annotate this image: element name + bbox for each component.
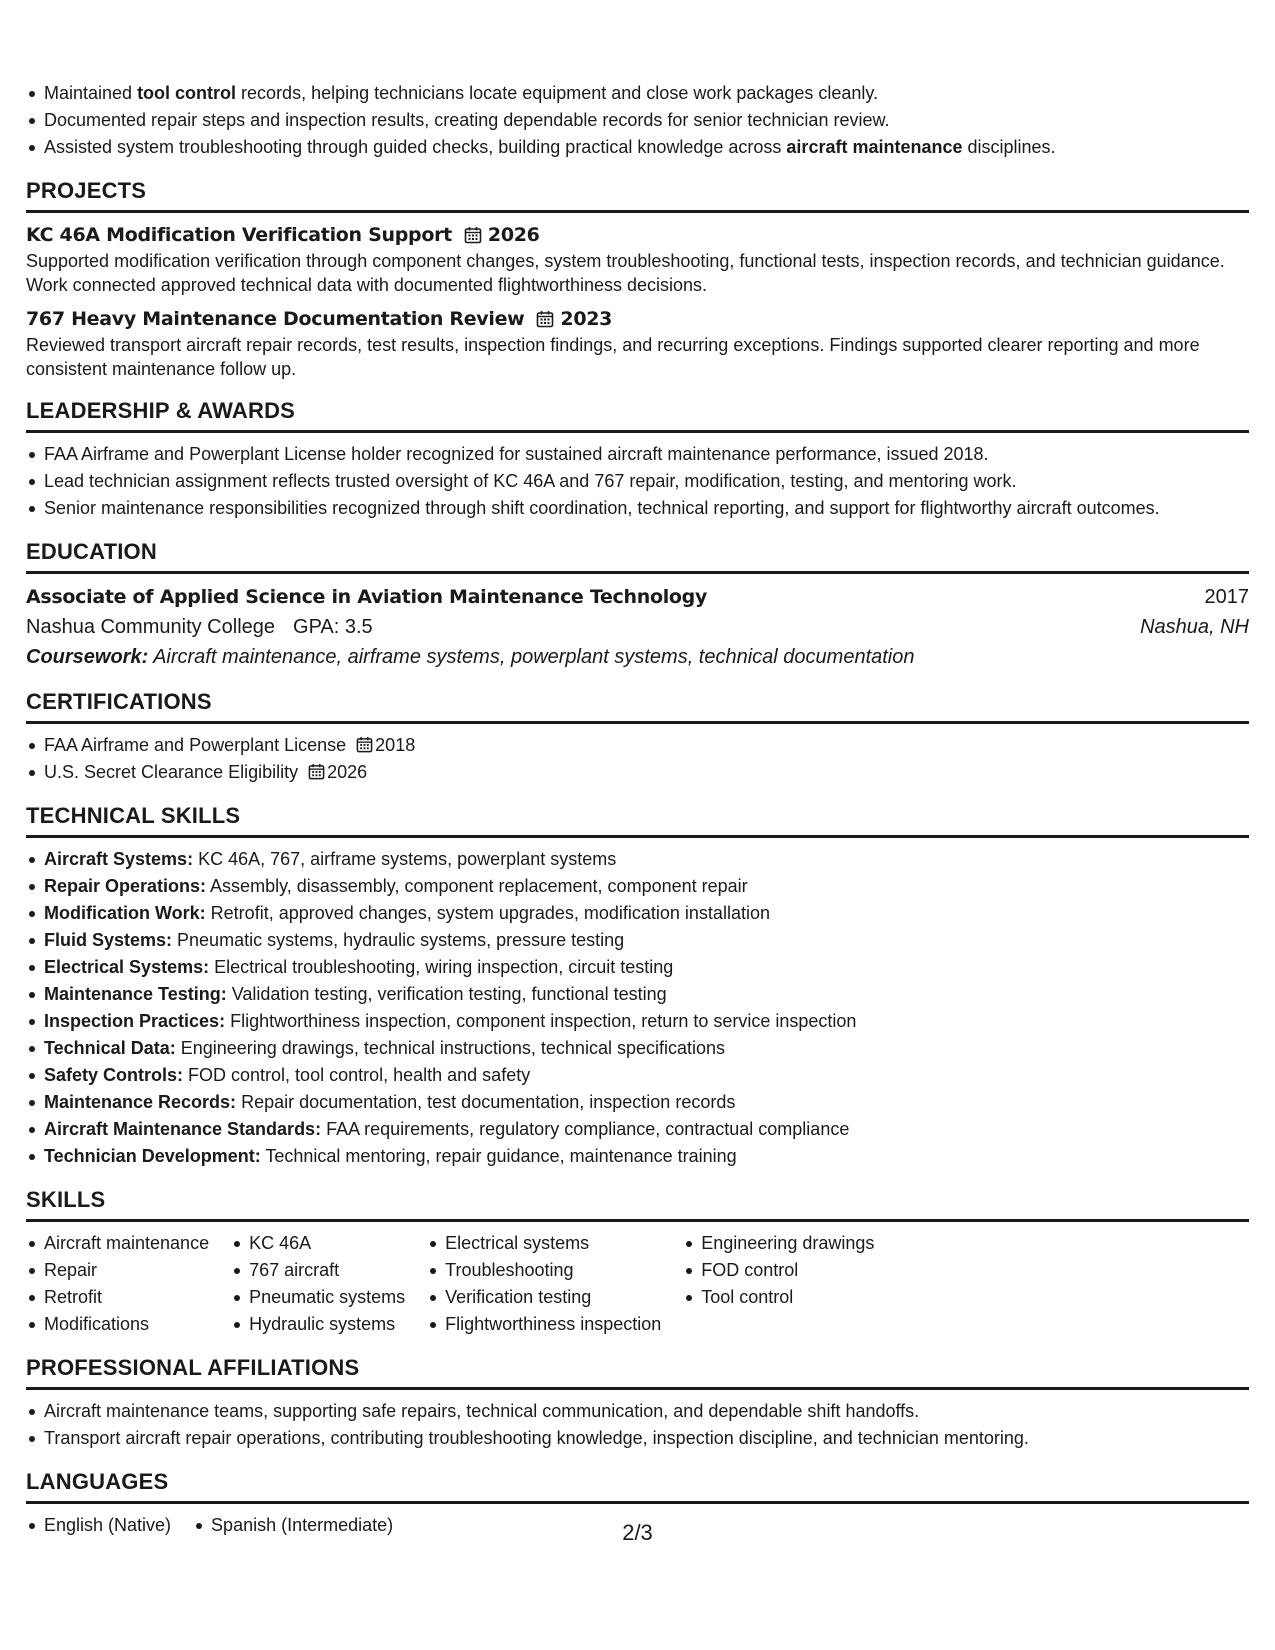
skills-column xyxy=(683,1230,874,1338)
skill-values: Assembly, disassembly, component replacement, component repair xyxy=(206,876,748,896)
coursework-text: Aircraft maintenance, airframe systems, powerplant systems, technical documentation xyxy=(148,646,915,668)
skill-item: Flightworthiness inspection xyxy=(427,1311,661,1338)
skill-item: 767 aircraft xyxy=(231,1257,405,1284)
project-title-row xyxy=(26,305,1249,333)
certification-name: FAA Airframe and Powerplant License xyxy=(44,735,347,755)
list-item: Lead technician assignment reflects trusted oversight of KC 46A and 767 repair, modification, testing, and mentoring work. xyxy=(26,468,1249,495)
list-item: Aircraft maintenance teams, supporting safe repairs, technical communication, and dependable shift handoffs. xyxy=(26,1398,1249,1425)
skill-values: Flightworthiness inspection, component inspection, return to service inspection xyxy=(225,1011,857,1031)
technical-skills-heading: TECHNICAL SKILLS xyxy=(26,803,1249,838)
leadership-heading: LEADERSHIP & AWARDS xyxy=(26,398,1249,433)
calendar-icon xyxy=(536,310,554,328)
skills-column xyxy=(427,1230,661,1338)
bullet-text: Maintained xyxy=(44,83,138,103)
skill-values: KC 46A, 767, airframe systems, powerplant systems xyxy=(193,849,617,869)
bullet-text: disciplines. xyxy=(962,137,1056,157)
experience-bullet xyxy=(26,80,1249,107)
skill-category: Modification Work: xyxy=(44,903,206,923)
skill-category: Technician Development: xyxy=(44,1146,261,1166)
skill-values: Retrofit, approved changes, system upgrades, modification installation xyxy=(205,903,770,923)
list-item: Transport aircraft repair operations, contributing troubleshooting knowledge, inspection discipline, and technician mentoring. xyxy=(26,1425,1249,1452)
skill-item: Hydraulic systems xyxy=(231,1311,405,1338)
skills-heading: SKILLS xyxy=(26,1187,1249,1222)
skill-category: Repair Operations: xyxy=(44,876,207,896)
language-item: Spanish (Intermediate) xyxy=(193,1512,393,1539)
certification-year: 2018 xyxy=(375,735,416,755)
technical-skill-item xyxy=(26,1035,1249,1062)
technical-skill-item xyxy=(26,1062,1249,1089)
degree-title: Associate of Applied Science in Aviation Maintenance Technology xyxy=(26,586,708,608)
project-item xyxy=(26,221,1249,297)
skill-item: Verification testing xyxy=(427,1284,661,1311)
skill-values: Repair documentation, test documentation, inspection records xyxy=(236,1092,736,1112)
project-year: 2023 xyxy=(560,308,613,330)
affiliations-list xyxy=(26,1398,1249,1452)
project-title-row xyxy=(26,221,1249,249)
skills-grid xyxy=(26,1230,1249,1338)
projects-heading: PROJECTS xyxy=(26,178,1249,213)
skill-item: Troubleshooting xyxy=(427,1257,661,1284)
bullet-text: records, helping technicians locate equipment and close work packages cleanly. xyxy=(236,83,879,103)
education-degree-row xyxy=(26,582,1249,612)
skill-values: Electrical troubleshooting, wiring inspection, circuit testing xyxy=(209,957,674,977)
skill-category: Safety Controls: xyxy=(44,1065,184,1085)
skills-column xyxy=(231,1230,405,1338)
skill-category: Fluid Systems: xyxy=(44,930,173,950)
skill-category: Inspection Practices: xyxy=(44,1011,226,1031)
skills-column xyxy=(26,1230,209,1338)
project-description: Reviewed transport aircraft repair records, test results, inspection findings, and recurring exceptions. Findings supported clearer reporting and more consistent maintenance follow up. xyxy=(26,335,1200,379)
skill-item: Modifications xyxy=(26,1311,209,1338)
education-school-row xyxy=(26,612,1249,642)
skill-values: FOD control, tool control, health and safety xyxy=(183,1065,531,1085)
technical-skill-item xyxy=(26,900,1249,927)
technical-skill-item xyxy=(26,1116,1249,1143)
technical-skill-item xyxy=(26,981,1249,1008)
education-heading: EDUCATION xyxy=(26,539,1249,574)
skill-item: KC 46A xyxy=(231,1230,405,1257)
project-title: KC 46A Modification Verification Support xyxy=(26,224,452,246)
skill-values: Engineering drawings, technical instructions, technical specifications xyxy=(175,1038,726,1058)
skill-values: Validation testing, verification testing, functional testing xyxy=(226,984,667,1004)
bullet-text: Documented repair steps and inspection results, creating dependable records for senior technician review. xyxy=(44,110,890,130)
gpa: GPA: 3.5 xyxy=(293,616,373,638)
technical-skill-item xyxy=(26,927,1249,954)
skill-category: Technical Data: xyxy=(44,1038,176,1058)
skill-values: FAA requirements, regulatory compliance, contractual compliance xyxy=(321,1119,850,1139)
calendar-icon xyxy=(464,226,482,244)
resume-page xyxy=(26,80,1249,1539)
technical-skill-item xyxy=(26,1008,1249,1035)
skill-values: Pneumatic systems, hydraulic systems, pressure testing xyxy=(172,930,625,950)
school-location: Nashua, NH xyxy=(1140,616,1249,638)
skill-item: Electrical systems xyxy=(427,1230,661,1257)
skill-values: Technical mentoring, repair guidance, maintenance training xyxy=(260,1146,737,1166)
technical-skills-list xyxy=(26,846,1249,1170)
technical-skill-item xyxy=(26,1143,1249,1170)
certification-item xyxy=(26,732,1249,759)
certification-name: U.S. Secret Clearance Eligibility xyxy=(44,762,299,782)
technical-skill-item xyxy=(26,1089,1249,1116)
graduation-year: 2017 xyxy=(1204,586,1249,608)
skill-category: Aircraft Systems: xyxy=(44,849,194,869)
experience-bullet xyxy=(26,134,1249,161)
experience-bullet xyxy=(26,107,1249,134)
skill-item: Retrofit xyxy=(26,1284,209,1311)
certification-year: 2026 xyxy=(327,762,368,782)
bullet-emphasis: tool control xyxy=(137,83,237,103)
skill-item: Aircraft maintenance xyxy=(26,1230,209,1257)
skill-item: Engineering drawings xyxy=(683,1230,874,1257)
skill-category: Maintenance Records: xyxy=(44,1092,237,1112)
skill-category: Electrical Systems: xyxy=(44,957,210,977)
certification-item xyxy=(26,759,1249,786)
skill-item: Pneumatic systems xyxy=(231,1284,405,1311)
project-title: 767 Heavy Maintenance Documentation Review xyxy=(26,308,525,330)
certifications-heading: CERTIFICATIONS xyxy=(26,689,1249,724)
skill-category: Aircraft Maintenance Standards: xyxy=(44,1119,322,1139)
school-name: Nashua Community College xyxy=(26,616,276,638)
technical-skill-item xyxy=(26,846,1249,873)
language-item: English (Native) xyxy=(26,1512,171,1539)
page-number: 2/3 xyxy=(622,1520,653,1545)
bullet-emphasis: aircraft maintenance xyxy=(786,137,963,157)
list-item: Senior maintenance responsibilities recognized through shift coordination, technical reporting, and support for flightworthy aircraft outcomes. xyxy=(26,495,1249,522)
project-description: Supported modification verification through component changes, system troubleshooting, functional tests, inspection records, and technician guidance. Work connected approved technical data with documented flightworthiness decisions. xyxy=(26,251,1225,295)
coursework xyxy=(26,642,1249,672)
bullet-text: Assisted system troubleshooting through guided checks, building practical knowledge across xyxy=(44,137,787,157)
project-year: 2026 xyxy=(487,224,540,246)
affiliations-heading: PROFESSIONAL AFFILIATIONS xyxy=(26,1355,1249,1390)
languages-heading: LANGUAGES xyxy=(26,1469,1249,1504)
experience-bullets xyxy=(26,80,1249,161)
calendar-icon xyxy=(308,763,325,780)
certifications-list xyxy=(26,732,1249,786)
calendar-icon xyxy=(356,736,373,753)
skill-item: Tool control xyxy=(683,1284,874,1311)
school-info xyxy=(26,612,373,642)
leadership-list xyxy=(26,441,1249,522)
skill-item: FOD control xyxy=(683,1257,874,1284)
skill-category: Maintenance Testing: xyxy=(44,984,227,1004)
project-item xyxy=(26,305,1249,381)
coursework-label: Coursework: xyxy=(26,646,149,668)
list-item: FAA Airframe and Powerplant License holder recognized for sustained aircraft maintenance performance, issued 2018. xyxy=(26,441,1249,468)
technical-skill-item xyxy=(26,954,1249,981)
skill-item: Repair xyxy=(26,1257,209,1284)
technical-skill-item xyxy=(26,873,1249,900)
